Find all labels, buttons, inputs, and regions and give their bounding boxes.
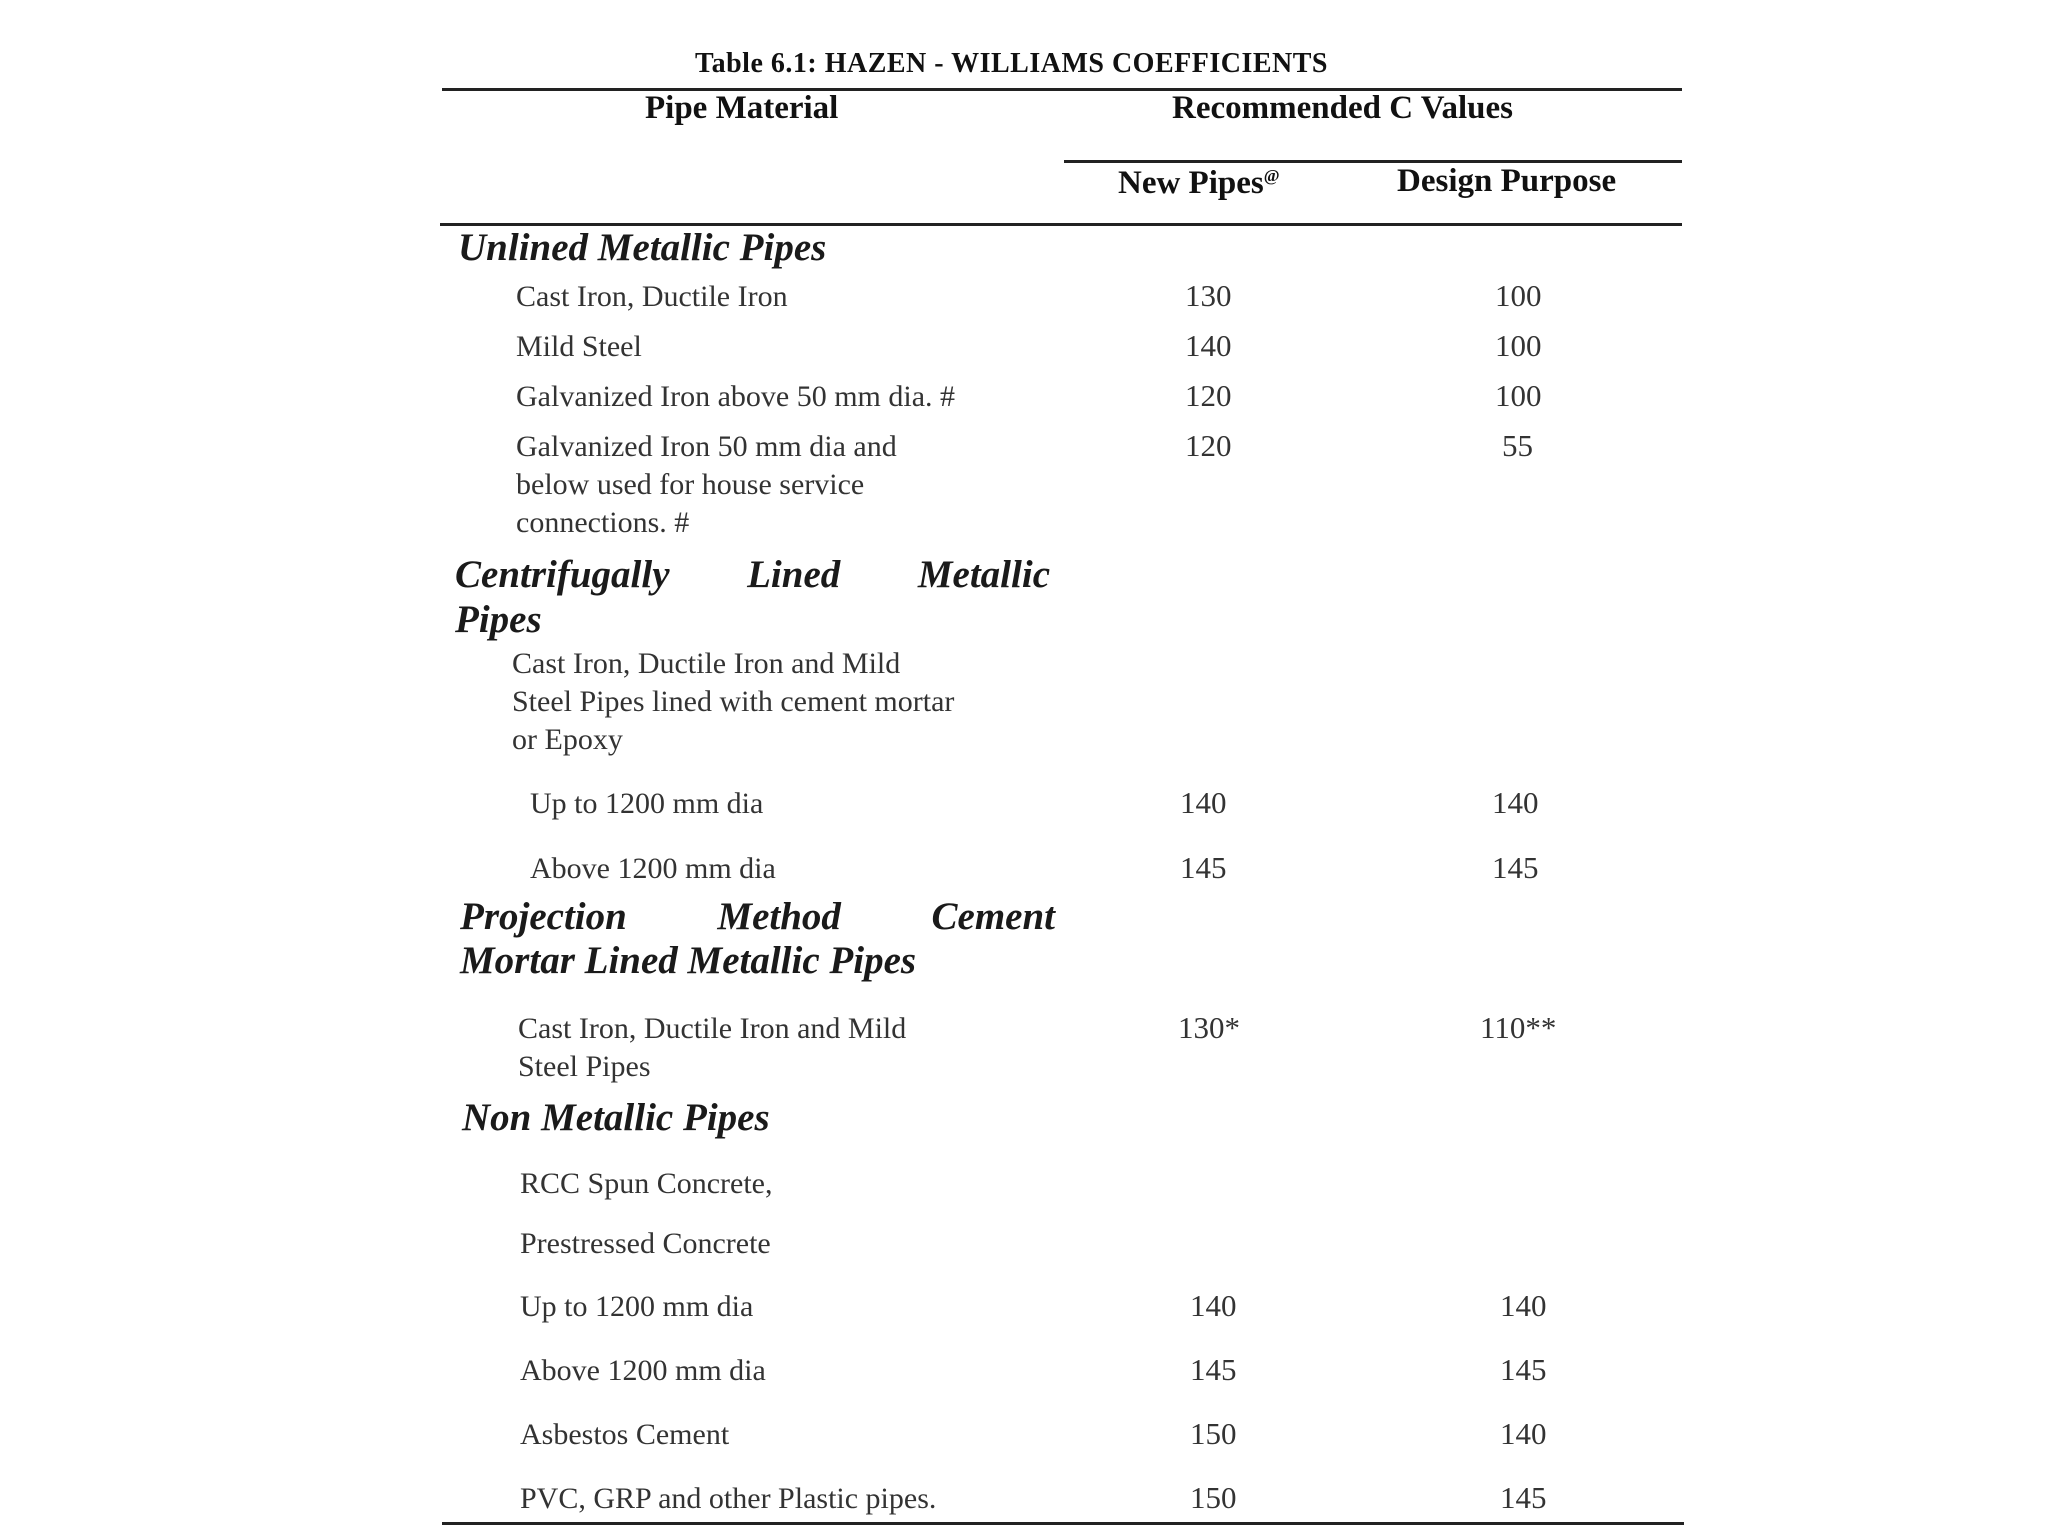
row-material: Above 1200 mm dia bbox=[520, 1354, 766, 1387]
row-new-value: 145 bbox=[1180, 850, 1227, 885]
section-title-word: Centrifugally bbox=[455, 553, 670, 596]
row-material-multiline bbox=[518, 1010, 906, 1086]
row-material: Mild Steel bbox=[516, 330, 642, 363]
row-material: Asbestos Cement bbox=[520, 1418, 730, 1451]
material-line: Cast Iron, Ductile Iron and Mild bbox=[518, 1012, 907, 1045]
row-design-value: 140 bbox=[1500, 1288, 1547, 1323]
row-new-value: 150 bbox=[1190, 1416, 1237, 1451]
header-recommended-c-values: Recommended C Values bbox=[1172, 90, 1514, 126]
row-material: Up to 1200 mm dia bbox=[530, 787, 764, 820]
row-design-value: 145 bbox=[1492, 850, 1539, 885]
row-new-value: 130* bbox=[1178, 1010, 1240, 1045]
section-title-centrifugally-lined bbox=[455, 552, 1050, 597]
description-line: Steel Pipes lined with cement mortar bbox=[512, 685, 955, 718]
section-title-line2: Pipes bbox=[455, 598, 542, 641]
material-line: connections. # bbox=[516, 506, 690, 539]
table-title: Table 6.1: HAZEN - WILLIAMS COEFFICIENTS bbox=[695, 48, 1329, 79]
row-new-value: 140 bbox=[1185, 328, 1232, 363]
section-title-unlined-metallic: Unlined Metallic Pipes bbox=[458, 226, 827, 269]
row-new-value: 140 bbox=[1180, 785, 1227, 820]
section-title-word: Metallic bbox=[917, 553, 1050, 596]
header-new-pipes bbox=[1118, 165, 1280, 202]
row-material: Up to 1200 mm dia bbox=[520, 1290, 754, 1323]
header-design-purpose: Design Purpose bbox=[1397, 163, 1617, 199]
section-description-line: Prestressed Concrete bbox=[520, 1227, 771, 1260]
row-new-value: 140 bbox=[1190, 1288, 1237, 1323]
row-design-value: 55 bbox=[1502, 428, 1533, 463]
row-material: Galvanized Iron above 50 mm dia. # bbox=[516, 380, 956, 413]
row-new-value: 150 bbox=[1190, 1480, 1237, 1515]
row-new-value: 120 bbox=[1185, 428, 1232, 463]
description-line: Cast Iron, Ductile Iron and Mild bbox=[512, 647, 901, 680]
section-title-word: Lined bbox=[747, 553, 841, 596]
section-title-word: Projection bbox=[460, 895, 627, 938]
row-material: Above 1200 mm dia bbox=[530, 852, 776, 885]
row-material-multiline bbox=[516, 428, 897, 542]
bottom-rule bbox=[442, 1522, 1684, 1525]
row-design-value: 140 bbox=[1500, 1416, 1547, 1451]
row-design-value: 100 bbox=[1495, 328, 1542, 363]
new-pipes-footnote-mark: @ bbox=[1263, 166, 1280, 185]
section-title-projection-method bbox=[460, 894, 1055, 939]
header-pipe-material: Pipe Material bbox=[645, 90, 839, 126]
row-new-value: 120 bbox=[1185, 378, 1232, 413]
section-description-line: RCC Spun Concrete, bbox=[520, 1167, 773, 1200]
row-design-value: 140 bbox=[1492, 785, 1539, 820]
description-line: or Epoxy bbox=[512, 723, 623, 756]
material-line: Steel Pipes bbox=[518, 1050, 651, 1083]
section-title-word: Cement bbox=[931, 895, 1055, 938]
material-line: Galvanized Iron 50 mm dia and bbox=[516, 430, 897, 463]
row-new-value: 145 bbox=[1190, 1352, 1237, 1387]
row-design-value: 100 bbox=[1495, 278, 1542, 313]
section-title-non-metallic: Non Metallic Pipes bbox=[462, 1096, 770, 1139]
row-design-value: 110** bbox=[1480, 1010, 1557, 1045]
row-design-value: 100 bbox=[1495, 378, 1542, 413]
row-new-value: 130 bbox=[1185, 278, 1232, 313]
row-design-value: 145 bbox=[1500, 1352, 1547, 1387]
section-title-line2: Mortar Lined Metallic Pipes bbox=[460, 939, 917, 982]
section-title-word: Method bbox=[717, 895, 841, 938]
row-design-value: 145 bbox=[1500, 1480, 1547, 1515]
row-material: Cast Iron, Ductile Iron bbox=[516, 280, 788, 313]
row-material: PVC, GRP and other Plastic pipes. bbox=[520, 1482, 937, 1515]
section-description bbox=[512, 645, 954, 759]
header-new-pipes-label: New Pipes bbox=[1118, 165, 1264, 201]
material-line: below used for house service bbox=[516, 468, 865, 501]
